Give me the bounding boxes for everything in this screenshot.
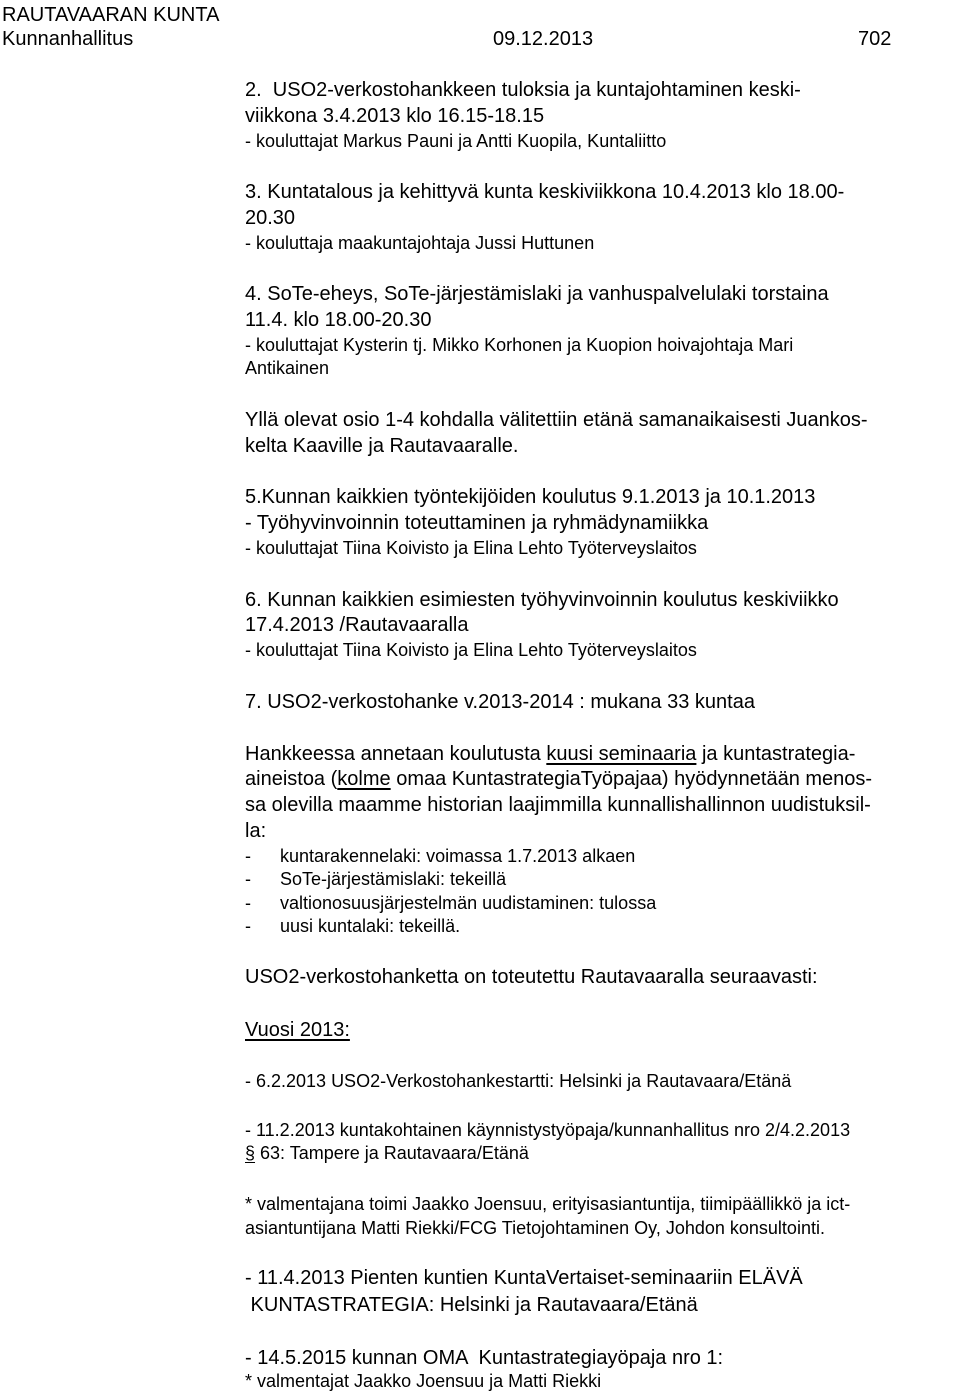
- item-6-trainers: - kouluttajat Tiina Koivisto ja Elina Lehto Työterveyslaitos: [245, 640, 697, 660]
- event-5-line-2: * valmentajat Jaakko Joensuu ja Matti Riekki: [245, 1371, 602, 1391]
- paragraph-line-4: la:: [245, 820, 267, 842]
- note-line-1: Yllä olevat osio 1-4 kohdalla välitettiin etänä samanaikaisesti Juankos-: [245, 409, 868, 431]
- bullet-item: kuntarakennelaki: voimassa 1.7.2013 alkaen: [280, 846, 636, 866]
- item-2-line-1: 2. USO2-verkostohankkeen tuloksia ja kuntajohtaminen keski-: [245, 79, 801, 101]
- bullet-item: uusi kuntalaki: tekeillä.: [280, 916, 461, 936]
- item-3-line-2: 20.30: [245, 207, 296, 229]
- event-2-line-2: [245, 1143, 529, 1164]
- header-date: 09.12.2013: [493, 28, 594, 50]
- paragraph-text: Hankkeessa annetaan koulutusta: [245, 743, 547, 765]
- item-3-line-1: 3. Kuntatalous ja kehittyvä kunta keskiviikkona 10.4.2013 klo 18.00-: [245, 181, 845, 203]
- paragraph-line-3: sa olevilla maamme historian laajimmilla kunnallishallinnon uudistuksil-: [245, 794, 871, 816]
- event-2-line-1: - 11.2.2013 kuntakohtainen käynnistystyöpaja/kunnanhallitus nro 2/4.2.2013: [245, 1120, 851, 1140]
- item-5-line-1: 5.Kunnan kaikkien työntekijöiden koulutus 9.1.2013 ja 10.1.2013: [245, 486, 816, 508]
- paragraph-line-1: [245, 743, 855, 766]
- item-2-trainers: - kouluttajat Markus Pauni ja Antti Kuopila, Kuntaliitto: [245, 131, 667, 151]
- header-page-number: 702: [858, 28, 892, 50]
- header-body: Kunnanhallitus: [2, 28, 134, 50]
- note-line-2: kelta Kaaville ja Rautavaaralle.: [245, 435, 519, 457]
- bullet-dash: -: [245, 869, 251, 889]
- event-3-line-2: asiantuntijana Matti Riekki/FCG Tietojohtaminen Oy, Johdon konsultointi.: [245, 1218, 825, 1238]
- paragraph-text: omaa KuntastrategiaTyöpajaa) hyödynnetään menos-: [390, 768, 873, 790]
- bullet-item: valtionosuusjärjestelmän uudistaminen: tulossa: [280, 893, 657, 913]
- item-6-line-2: 17.4.2013 /Rautavaaralla: [245, 614, 469, 636]
- item-5-trainers: - kouluttajat Tiina Koivisto ja Elina Lehto Työterveyslaitos: [245, 538, 697, 558]
- paragraph-line-2: [245, 768, 872, 791]
- paragraph-text: aineistoa (: [245, 768, 338, 790]
- item-4-trainers: - kouluttajat Kysterin tj. Mikko Korhonen ja Kuopion hoivajohtaja Mari: [245, 335, 794, 355]
- event-4-line-1: - 11.4.2013 Pienten kuntien KuntaVertaiset-seminaariin ELÄVÄ: [245, 1267, 803, 1289]
- item-3-trainer: - kouluttaja maakuntajohtaja Jussi Huttunen: [245, 233, 595, 253]
- year-heading: Vuosi 2013:: [245, 1019, 350, 1041]
- item-4-line-1: 4. SoTe-eheys, SoTe-järjestämislaki ja vanhuspalvelulaki torstaina: [245, 283, 829, 305]
- event-2-text: 63: Tampere ja Rautavaara/Etänä: [255, 1143, 529, 1163]
- underlined-seminars: kuusi seminaaria: [546, 743, 697, 765]
- bullet-dash: -: [245, 893, 251, 913]
- event-3-line-1: * valmentajana toimi Jaakko Joensuu, erityisasiantuntija, tiimipäällikkö ja ict-: [245, 1194, 851, 1214]
- paragraph-text: ja kuntastrategia-: [696, 743, 856, 765]
- item-5-line-2: - Työhyvinvoinnin toteuttaminen ja ryhmädynamiikka: [245, 512, 709, 534]
- section-sign: §: [245, 1143, 256, 1163]
- bullet-dash: -: [245, 916, 251, 936]
- event-5-line-1: - 14.5.2015 kunnan OMA Kuntastrategiayöpaja nro 1:: [245, 1347, 724, 1369]
- bullet-dash: -: [245, 846, 251, 866]
- underlined-three: kolme: [337, 768, 391, 790]
- event-1: - 6.2.2013 USO2-Verkostohankestartti: Helsinki ja Rautavaara/Etänä: [245, 1071, 792, 1091]
- item-2-line-2: viikkona 3.4.2013 klo 16.15-18.15: [245, 105, 545, 127]
- item-4-line-2: 11.4. klo 18.00-20.30: [245, 309, 432, 331]
- implemented-heading: USO2-verkostohanketta on toteutettu Rautavaaralla seuraavasti:: [245, 966, 818, 988]
- item-6-line-1: 6. Kunnan kaikkien esimiesten työhyvinvoinnin koulutus keskiviikko: [245, 589, 839, 611]
- item-7-line-1: 7. USO2-verkostohanke v.2013-2014 : mukana 33 kuntaa: [245, 691, 755, 713]
- item-4-trainers-cont: Antikainen: [245, 358, 330, 378]
- bullet-item: SoTe-järjestämislaki: tekeillä: [280, 869, 507, 889]
- header-organization: RAUTAVAARAN KUNTA: [2, 4, 220, 26]
- event-4-line-2: KUNTASTRATEGIA: Helsinki ja Rautavaara/Etänä: [245, 1294, 698, 1316]
